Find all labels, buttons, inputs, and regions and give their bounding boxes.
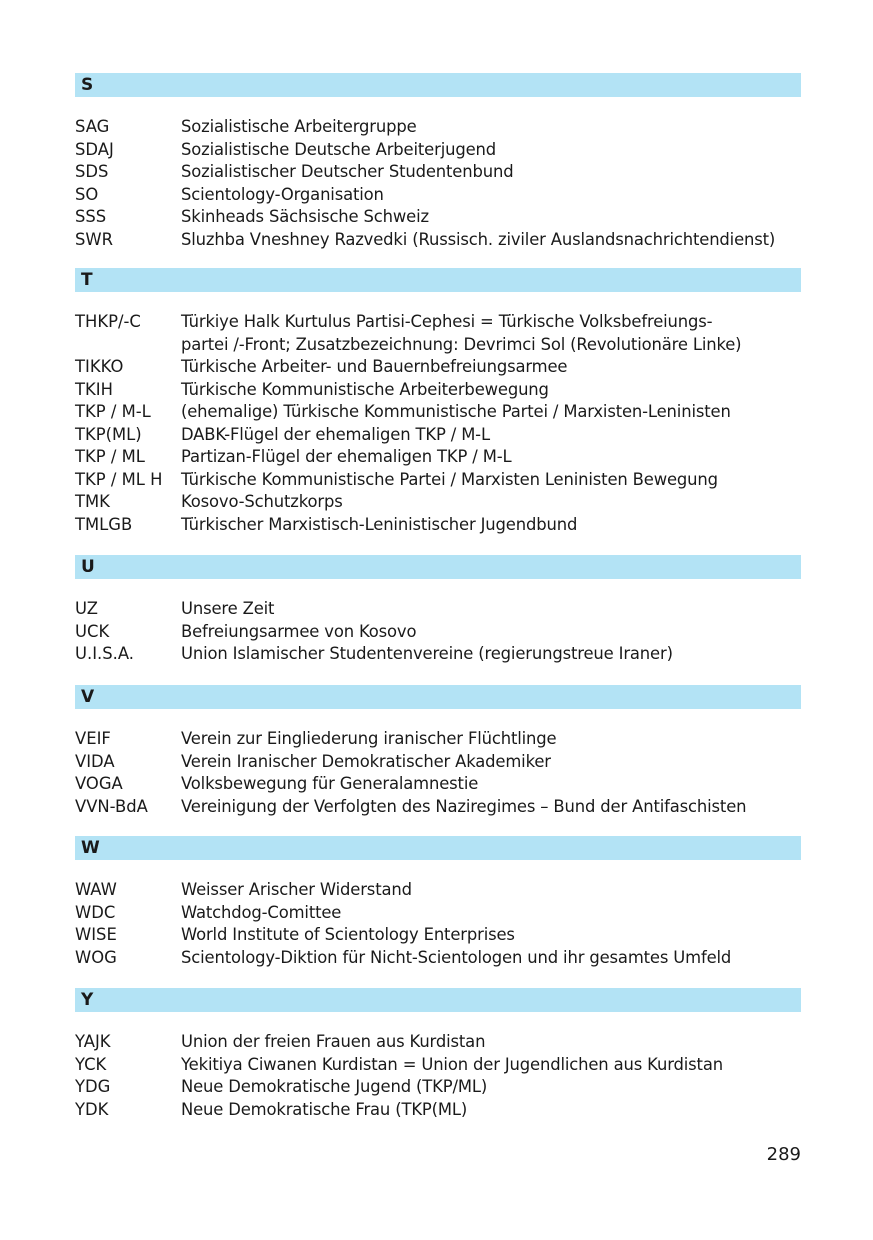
list-item [75, 1099, 801, 1122]
abbreviation: TMLGB [75, 514, 133, 534]
abbreviation: TMK [75, 492, 110, 511]
abbreviation: UZ [75, 599, 98, 618]
section-header: V [75, 685, 801, 709]
list-item [75, 751, 801, 774]
abbreviation: U.I.S.A. [75, 644, 134, 663]
description: Neue Demokratische Frau (TKP(ML) [181, 1099, 468, 1119]
abbreviation: VIDA [75, 751, 115, 771]
list-item [75, 356, 801, 379]
list-item [75, 1054, 801, 1077]
description: Sozialistische Deutsche Arbeiterjugend [181, 139, 497, 159]
page-number: 289 [766, 1144, 801, 1165]
abbreviation: TKP / ML [75, 447, 145, 466]
section-y [75, 988, 801, 1121]
description: Türkische Arbeiter- und Bauernbefreiungsarmee [181, 357, 568, 376]
abbreviation: TKIH [75, 379, 113, 399]
entry-list [75, 116, 801, 251]
entry-list [75, 311, 801, 536]
abbreviation: WISE [75, 925, 117, 944]
list-item [75, 598, 801, 621]
abbreviation: SDAJ [75, 139, 114, 159]
list-item [75, 924, 801, 947]
list-item [75, 401, 801, 424]
section-t [75, 268, 801, 536]
description: World Institute of Scientology Enterprises [181, 925, 515, 944]
section-u [75, 555, 801, 666]
description: Watchdog-Comittee [181, 902, 342, 922]
list-item [75, 184, 801, 207]
abbreviation: YCK [75, 1054, 107, 1074]
description: Union der freien Frauen aus Kurdistan [181, 1032, 486, 1051]
list-item [75, 161, 801, 184]
abbreviation: SDS [75, 162, 109, 181]
abbreviation: YDK [75, 1099, 109, 1119]
abbreviation: WDC [75, 902, 116, 922]
section-header: W [75, 836, 801, 860]
section-header: S [75, 73, 801, 97]
description: Sozialistischer Deutscher Studentenbund [181, 162, 514, 181]
list-item [75, 1076, 801, 1099]
abbreviation: TKP / M-L [75, 402, 151, 421]
description: Vereinigung der Verfolgten des Naziregimes – Bund der Antifaschisten [181, 796, 747, 816]
abbreviation: SAG [75, 117, 110, 136]
description: Türkische Kommunistische Arbeiterbewegung [181, 379, 549, 399]
description: Neue Demokratische Jugend (TKP/ML) [181, 1077, 488, 1096]
section-header: T [75, 268, 801, 292]
abbreviation: VVN-BdA [75, 796, 148, 816]
list-item [75, 1031, 801, 1054]
abbreviation: TKP / ML H [75, 469, 163, 489]
description: Scientology-Diktion für Nicht-Scientologen und ihr gesamtes Umfeld [181, 947, 732, 967]
list-item [75, 424, 801, 447]
abbreviation: TIKKO [75, 357, 124, 376]
description: Sozialistische Arbeitergruppe [181, 117, 417, 136]
section-v [75, 685, 801, 818]
list-item [75, 514, 801, 537]
list-item [75, 206, 801, 229]
description: Yekitiya Ciwanen Kurdistan = Union der Jugendlichen aus Kurdistan [181, 1054, 723, 1074]
list-item [75, 796, 801, 819]
entry-list [75, 879, 801, 969]
list-item [75, 311, 801, 356]
abbreviation: WOG [75, 947, 117, 967]
list-item [75, 621, 801, 644]
description: Unsere Zeit [181, 599, 275, 618]
description: Türkiye Halk Kurtulus Partisi-Cephesi = Türkische Volksbefreiungs- partei /-Front; Zusatzbezeichnung: Devrimci Sol (Revolutionäre Linke) [181, 312, 742, 354]
abbreviation: VOGA [75, 774, 123, 793]
description: Skinheads Sächsische Schweiz [181, 207, 429, 226]
abbreviation: TKP(ML) [75, 424, 142, 444]
abbreviation: VEIF [75, 729, 111, 748]
description: Volksbewegung für Generalamnestie [181, 774, 479, 793]
entry-list [75, 598, 801, 666]
entry-list [75, 1031, 801, 1121]
description: Türkischer Marxistisch-Leninistischer Jugendbund [181, 514, 578, 534]
list-item [75, 879, 801, 902]
abbreviation: UCK [75, 621, 110, 641]
list-item [75, 139, 801, 162]
abbreviation: SWR [75, 229, 113, 249]
section-header: Y [75, 988, 801, 1012]
description: Befreiungsarmee von Kosovo [181, 621, 417, 641]
abbreviation: SO [75, 184, 99, 204]
description: Union Islamischer Studentenvereine (regierungstreue Iraner) [181, 644, 673, 663]
description: Verein zur Eingliederung iranischer Flüchtlinge [181, 729, 557, 748]
list-item [75, 379, 801, 402]
description: Partizan-Flügel der ehemaligen TKP / M-L [181, 447, 512, 466]
list-item [75, 773, 801, 796]
list-item [75, 469, 801, 492]
abbreviation: YAJK [75, 1032, 111, 1051]
description: Kosovo-Schutzkorps [181, 492, 343, 511]
abbreviation: THKP/-C [75, 312, 141, 331]
list-item [75, 728, 801, 751]
section-w [75, 836, 801, 969]
list-item [75, 902, 801, 925]
abbreviation: YDG [75, 1077, 111, 1096]
section-s [75, 73, 801, 251]
description: DABK-Flügel der ehemaligen TKP / M-L [181, 424, 490, 444]
list-item [75, 947, 801, 970]
abbreviation: WAW [75, 880, 117, 899]
section-header: U [75, 555, 801, 579]
description: Türkische Kommunistische Partei / Marxisten Leninisten Bewegung [181, 469, 718, 489]
description: Weisser Arischer Widerstand [181, 880, 412, 899]
entry-list [75, 728, 801, 818]
description: Sluzhba Vneshney Razvedki (Russisch. ziviler Auslandsnachrichtendienst) [181, 229, 776, 249]
list-item [75, 116, 801, 139]
list-item [75, 446, 801, 469]
list-item [75, 643, 801, 666]
description: (ehemalige) Türkische Kommunistische Partei / Marxisten-Leninisten [181, 402, 731, 421]
description: Scientology-Organisation [181, 184, 384, 204]
list-item [75, 491, 801, 514]
abbreviation: SSS [75, 207, 107, 226]
list-item [75, 229, 801, 252]
description: Verein Iranischer Demokratischer Akademiker [181, 751, 551, 771]
